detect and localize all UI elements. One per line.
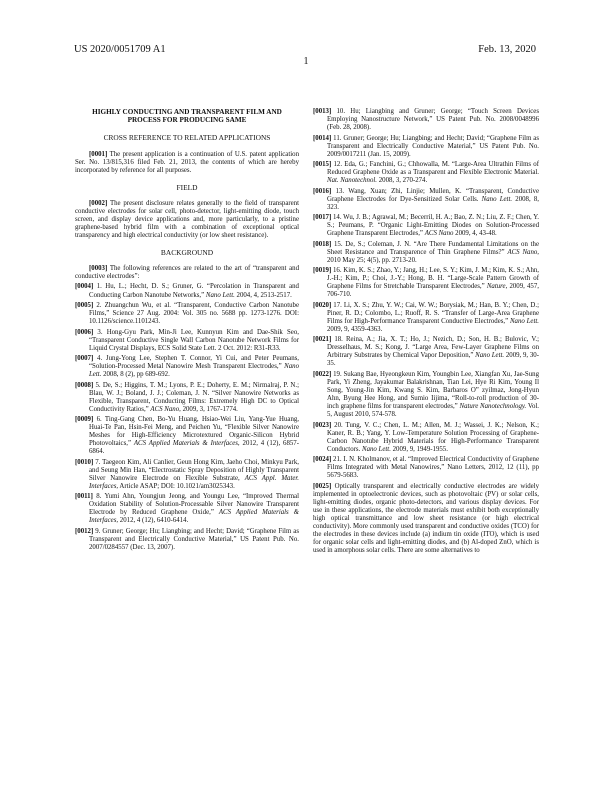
reference-text: 8. Yumi Ahn, Youngjun Jeong, and Youngu Lee, “Improved Thermal Oxidation Stability of Solution-Processable Silver Nanowire Transparent Electrode by Reduced Graphene Oxide,” — [89, 493, 299, 517]
reference-entry — [313, 214, 539, 238]
reference-journal: Nature, — [486, 283, 508, 291]
reference-entry — [75, 283, 299, 299]
reference-journal: Nano Lett. — [89, 363, 299, 379]
reference-text: 20. Tung, V. C.; Chen, L. M.; Allen, M. J.; Wassei, J. K.; Nelson, K.; Kaner, R. B.; Yang, Y. Low-Temperature Solution Processing of Graphene-Carbon Nanotube Hybrid Materials for High-Performance Transparent Conductors. — [327, 421, 539, 453]
publication-date: Feb. 13, 2020 — [478, 44, 536, 55]
paragraph-0003 — [75, 265, 299, 281]
paragraph-text: Optically transparent and electrically conductive electrodes are widely implemented in optoelectronic devices, such as photovoltaic (PV) or solar cells, light-emitting diodes, organic photo-detectors, and various display devices. For use in these applications, the electrode materials must exhibit both exceptionally high optical transmittance and low sheet resistance (or high electrical conductivity). More commonly used transparent and conductive oxides (TCO) for the electrodes in these devices include (a) indium tin oxide (ITO), which is used for organic solar cells and light-emitting diodes, and (b) Al-doped ZnO, which is used in amorphous solar cells. There are some alternatives to — [313, 482, 539, 555]
reference-text: 21. I. N. Kholmanov, et al. “Improved Electrical Conductivity of Graphene Films Integrated with Metal Nanowires,” Nano Letters, 2012, 12 (11), pp 5679-5683. — [327, 456, 539, 480]
reference-text: 1. Hu, L.; Hecht, D. S.; Gruner, G. “Percolation in Transparent and Conducting Carbon Nanotube Networks,” — [89, 283, 299, 299]
paragraph-number: [0014] — [313, 134, 332, 142]
reference-entry — [75, 302, 299, 326]
reference-citation: 2009, 9, 4359-4363. — [327, 325, 383, 333]
reference-entry — [313, 302, 539, 334]
reference-citation: 2009, 9, 1949-1955. — [392, 445, 448, 453]
reference-entry — [75, 493, 299, 525]
reference-journal: ACS Nano, — [150, 405, 181, 413]
reference-journal: Nature Nanotechnology. — [459, 403, 527, 411]
reference-citation: 2004, 4, 2513-2517. — [236, 291, 292, 299]
paragraph-text: The following references are related to the art of “transparent and conductive electrodes”: — [75, 265, 299, 281]
reference-text: 16. Kim, K. S.; Zhao, Y.; Jang, H.; Lee, S. Y.; Kim, J. M.; Kim, K. S.; Ahn, J.-H.; Kim, P.; Choi, J.-Y.; Hong, B. H. “Large-Scale Pattern Growth of Graphene Films for Stretchable Transparent Electrodes,” — [327, 267, 539, 291]
reference-entry — [75, 355, 299, 379]
reference-citation: 2008, 8 (2), pp 689-692. — [103, 371, 170, 379]
reference-citation: Article ASAP; DOI: 10.1021/am3025343. — [119, 482, 235, 490]
reference-citation: 2009, 9, 30-35. — [327, 352, 539, 368]
reference-text: 19. Sukang Bae, Hyeongkeun Kim, Youngbin Lee, Xiangfan Xu, Jae-Sung Park, Yi Zheng, Jayakumar Balakrishnan, Tian Lei, Hye Ri Kim, Young Il Song, Young-Jin Kim, Kwang S. Kim, Barbaros O” zyilmaz, Jong-Hyun Ahn, Byung Hee Hong, and Sumio Iijima, “Roll-to-roll production of 30-inch graphene films for transparent electrodes,” — [327, 370, 539, 411]
paragraph-0001 — [75, 151, 299, 175]
reference-entry — [313, 241, 539, 265]
reference-text: 5. De, S.; Higgins, T. M.; Lyons, P. E.; Doherty, E. M.; Nirmalraj, P. N.; Blau, W. J.; Boland, J. J.; Coleman, J. N. “Silver Nanowire Networks as Flexible, Transparent, Conducting Films: Extremely High DC to Optical Conductivity Ratios,” — [89, 381, 299, 413]
reference-journal: ACS Applied Materials & Interfaces, — [89, 509, 299, 525]
reference-text: 15. De, S.; Coleman, J. N. “Are There Fundamental Limitations on the Sheet Resistance and Transparence of Thin Graphene Films?” — [327, 240, 539, 256]
paragraph-number: [0013] — [313, 108, 332, 115]
paragraph-number: [0017] — [313, 214, 332, 222]
reference-text: 18. Reina, A.; Jia, X. T.; Ho, J.; Nezich, D.; Son, H. B.; Bulovic, V.; Dresselhaus, M. S.; Kong, J. “Large Area, Few-Layer Graphene Films on Arbitrary Substrates by Chemical Vapor Deposition,” — [327, 336, 539, 360]
section-heading-background: BACKGROUND — [160, 248, 214, 258]
reference-entry — [75, 329, 299, 353]
paragraph-text: The present disclosure relates generally to the field of transparent conductive electrodes for solar cell, photo-detector, light-emitting diode, touch screen, and display device applications and, more particularly, to a pristine graphene-based hybrid film with a combination of exceptional optical transparency and high electrical conductivity (or low sheet resistance). — [75, 199, 299, 240]
paragraph-number: [0025] — [313, 482, 332, 490]
reference-journal: Nano Lett. — [362, 445, 391, 453]
reference-citation: Vol. 5, August 2010, 574-578. — [327, 403, 540, 419]
reference-journal: ACS Nano — [424, 230, 454, 238]
paragraph-0025 — [313, 483, 539, 555]
paragraph-number: [0010] — [75, 458, 94, 466]
paragraph-number: [0020] — [313, 301, 332, 309]
reference-entry — [75, 459, 299, 491]
reference-journal: ACS Appl. Mater. Interfaces, — [89, 474, 299, 490]
reference-citation: 2008, 3, 270-274. — [378, 177, 428, 185]
reference-journal: Nano Lett. — [509, 317, 539, 325]
reference-text: 2. Zhuangchun Wu, et al. “Transparent, Conductive Carbon Nanotube Films,” Science 27 Aug. 2004: Vol. 305 no. 5688 pp. 1273-1276. DOI: 10.1126/science.1101243. — [89, 301, 299, 326]
reference-text: 6. Ting-Gang Chen, Bo-Yu Huang, Hsiao-Wei Liu, Yang-Yue Huang, Huai-Te Pan, Hsin-Fei Meng, and Peichen Yu, “Flexible Silver Nanowire Meshes for High-Efficiency Microtextured Organic-Silicon Hybrid Photovoltaics,” — [89, 416, 299, 448]
reference-entry — [313, 371, 539, 419]
reference-entry — [313, 161, 539, 185]
paragraph-number: [0007] — [75, 355, 94, 363]
reference-entry — [313, 108, 539, 132]
paragraph-number: [0016] — [313, 187, 332, 195]
reference-text: 7. Taegeon Kim, Ali Canlier, Geun Hong Kim, Jaeho Choi, Minkyu Park, and Seung Min Han, “Electrostatic Spray Deposition of Highly Transparent Silver Nanowire Electrode on Flexible Substrate, — [89, 458, 299, 482]
reference-citation: 2012, 4 (12), 6857-6864. — [89, 440, 299, 456]
reference-text: 3. Hong-Gyu Park, Min-Ji Lee, Kunnyun Kim and Dae-Shik Seo, “Transparent Conductive Single Wall Carbon Nanotube Network Films for Liquid Crystal Displays, ECS Solid State Lett. 2 Oct. 2012: R31-R33. — [89, 328, 299, 352]
page-number: 1 — [303, 56, 309, 67]
reference-text: 17. Li, X. S.; Zhu, Y. W.; Cai, W. W.; Borysiak, M.; Han, B. Y.; Chen, D.; Piner, R. D.; Colombo, L.; Ruoff, R. S. “Transfer of Large-Area Graphene Films for High-Performance Transparent Conductive Electrodes,” — [327, 301, 539, 325]
reference-citation: 2008, 8, 323. — [327, 195, 539, 211]
reference-journal: ACS Nano, — [507, 248, 539, 256]
right-column — [313, 108, 539, 557]
reference-entry — [75, 528, 299, 552]
paragraph-number: [0012] — [75, 527, 94, 535]
reference-journal: ACS Applied Materials & Interfaces, — [133, 440, 240, 448]
reference-citation: 2009, 4, 43-48. — [455, 230, 497, 238]
reference-entry — [313, 267, 539, 299]
paragraph-number: [0022] — [313, 370, 332, 378]
paragraph-number: [0008] — [75, 381, 94, 389]
paragraph-0002 — [75, 200, 299, 240]
paragraph-text: The present application is a continuation of U.S. patent application Ser. No. 13/815,316 filed Feb. 21, 2013, the contents of which are hereby incorporated by reference for all purposes. — [75, 150, 299, 174]
reference-entry — [75, 382, 299, 414]
paragraph-number: [0024] — [313, 456, 332, 464]
reference-list-right — [313, 108, 539, 480]
reference-text: 10. Hu; Liangbing and Gruner; George; “Touch Screen Devices Employing Nanostructure Network,” US Patent Pub. No. 2008/0048996 (Feb. 28, 2008). — [327, 108, 539, 132]
paragraph-number: [0004] — [75, 283, 94, 291]
left-column — [75, 108, 299, 554]
paragraph-number: [0018] — [313, 240, 332, 248]
reference-text: 9. Gruner; George; Hu; Liangbing; and Hecht; David; “Graphene Film as Transparent and Electrically Conductive Material,” US Patent Pub. No. 2007/0284557 (Dec. 13, 2007). — [89, 527, 299, 552]
reference-text: 11. Gruner; George; Hu; Liangbing; and Hecht; David; “Graphene Film as Transparent and Electrically Conductive Material,” US Patent Pub. No. 2009/0017211 (Jan. 15, 2009). — [327, 134, 539, 158]
document-title: HIGHLY CONDUCTING AND TRANSPARENT FILM AND PROCESS FOR PRODUCING SAME — [92, 108, 282, 125]
reference-entry — [313, 456, 539, 480]
reference-journal: Nano Lett. — [475, 352, 505, 360]
section-heading-cross-reference: CROSS REFERENCE TO RELATED APPLICATIONS — [103, 133, 271, 143]
paragraph-number: [0005] — [75, 301, 94, 309]
paragraph-number: [0021] — [313, 336, 332, 344]
reference-entry — [313, 188, 539, 212]
reference-citation: 2009, 457, 706-710. — [327, 283, 539, 299]
paragraph-number: [0019] — [313, 267, 332, 275]
reference-entry — [313, 336, 539, 368]
reference-text: 12. Eda, G.; Fanchini, G.; Chhowalla, M. “Large-Area Ultrathin Films of Reduced Graphene Oxide as a Transparent and Flexible Electronic Material. — [327, 161, 539, 177]
reference-list-left — [75, 283, 299, 552]
reference-journal: Nano Lett. — [481, 195, 513, 203]
paragraph-number: [0015] — [313, 161, 332, 169]
section-heading-field: FIELD — [176, 182, 198, 192]
paragraph-number: [0023] — [313, 421, 332, 429]
paragraph-number: [0002] — [89, 199, 108, 207]
reference-journal: Nat. Nanotechnol. — [327, 177, 377, 185]
reference-entry — [75, 416, 299, 456]
paragraph-number: [0009] — [75, 416, 94, 424]
reference-journal: Nano Lett. — [205, 291, 235, 299]
publication-number: US 2020/0051709 A1 — [74, 44, 166, 55]
reference-citation: 2010 May 25; 4(5), pp. 2713-20. — [327, 256, 417, 264]
paragraph-number: [0003] — [89, 265, 108, 273]
paragraph-number: [0001] — [89, 150, 108, 158]
reference-citation: 2012, 4 (12), 6410-6414. — [119, 517, 189, 525]
reference-text: 4. Jung-Yong Lee, Stephen T. Connor, Yi Cui, and Peter Peumans, “Solution-Processed Metal Nanowire Mesh Transparent Electrodes,” — [89, 355, 299, 371]
paragraph-number: [0011] — [75, 493, 93, 501]
reference-entry — [313, 422, 539, 454]
reference-citation: 2009, 3, 1767-1774. — [182, 405, 238, 413]
paragraph-number: [0006] — [75, 328, 94, 336]
reference-entry — [313, 135, 539, 159]
reference-text: 14. Wu, J. B.; Agrawal, M.; Becerril, H. A.; Bao, Z. N.; Liu, Z. F.; Chen, Y. S.; Peumans, P. “Organic Light-Emitting Diodes on Solution-Processed Graphene Transparent Electrodes,” — [327, 214, 539, 238]
reference-text: 13. Wang, Xuan; Zhi, Linjie; Mullen, K. “Transparent, Conductive Graphene Electrodes for Dye-Sensitized Solar Cells. — [327, 187, 539, 203]
